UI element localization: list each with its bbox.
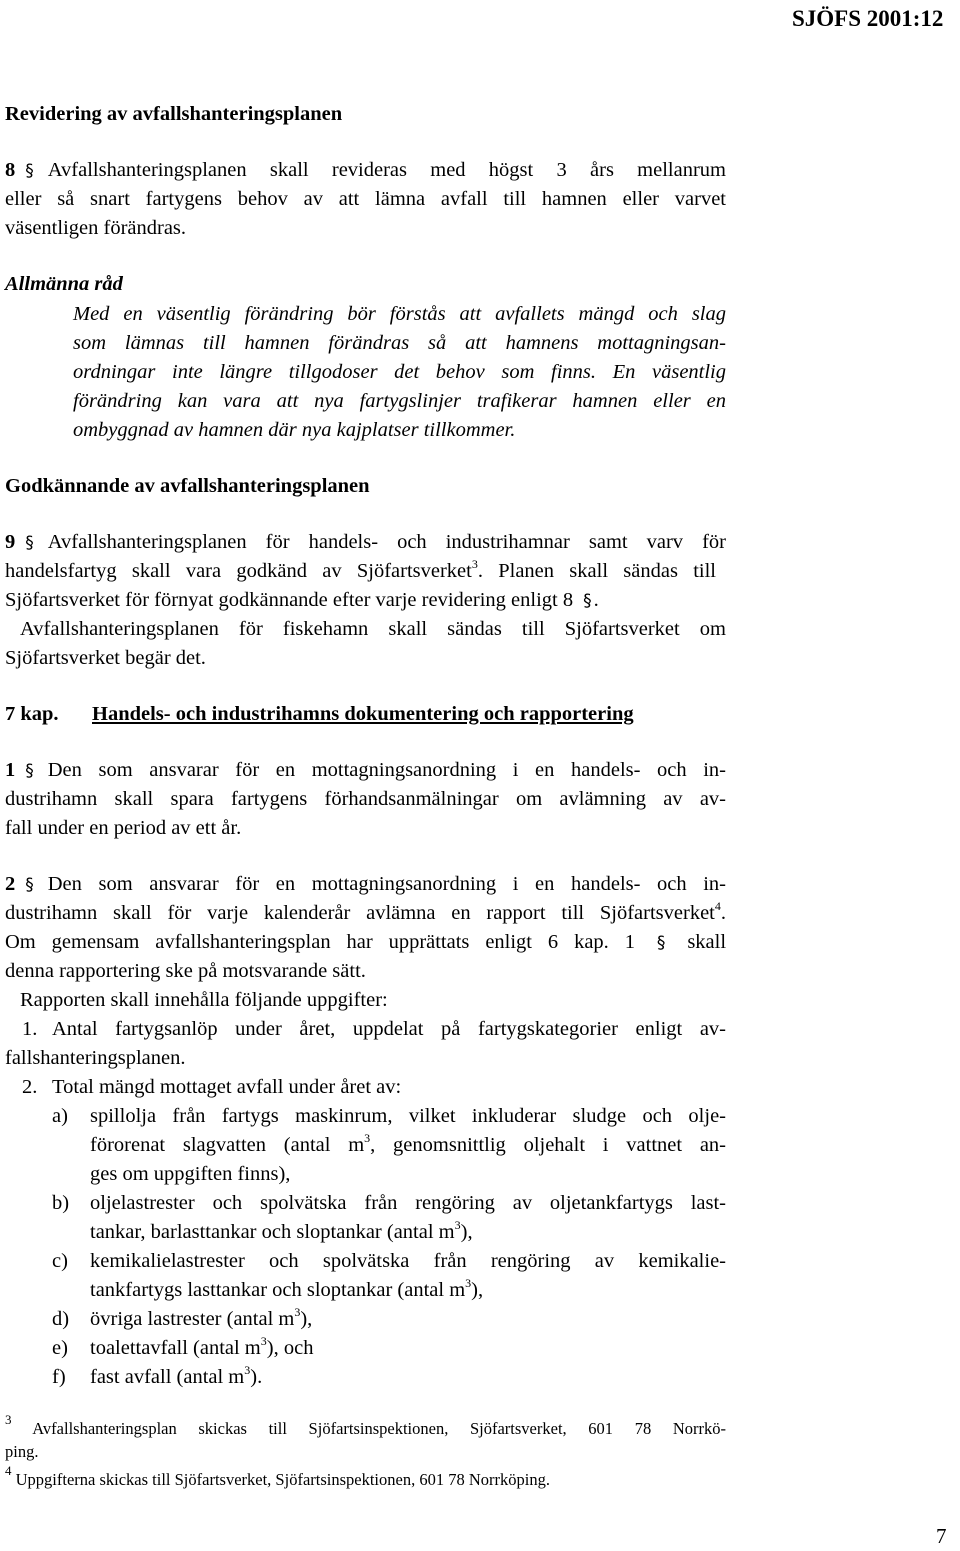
general-advice-line-2: som lämnas till hamnen förändras så att hamnens mottagningsan- [73,332,726,354]
footnote-4-line-1 [5,1463,550,1491]
paragraph-9-line-3 [5,586,599,616]
general-advice-line-1: Med en väsentlig förändring bör förstås att avfallets mängd och slag [73,303,726,325]
paragraph-text: skall [687,931,727,953]
sub-item-label: b) [52,1192,70,1214]
paragraph-8-line-3: väsentligen förändras. [5,217,187,239]
sub-item-a-line-2 [90,1131,726,1160]
section-sign: § [25,161,34,181]
footnote-3-line-2: ping. [5,1442,39,1461]
sub-item-text: tankfartygs lasttankar och sloptankar (antal m [90,1279,466,1301]
general-advice-line-3 [73,358,726,387]
paragraph-text: . [593,589,599,611]
paragraph-1-line-3: fall under en period av ett år. [5,817,242,839]
sub-item-b-line-1: oljelastrester och spolvätska från rengöring av oljetankfartygs last- [90,1192,726,1214]
paragraph-text: Den som ansvarar för en mottagningsanordning i en handels- och in- [47,873,726,895]
paragraph-2-line-1 [5,870,726,900]
sub-item-d-line-1 [90,1305,312,1334]
sub-item-label: f) [52,1366,66,1388]
section-heading-approval: Godkännande av avfallshanteringsplanen [5,475,370,497]
sub-item-c-line-2 [90,1276,483,1305]
sub-item-text: ), [460,1221,473,1243]
document-id: SJÖFS 2001:12 [792,6,944,31]
paragraph-number: 2 [5,873,16,895]
section-sign: § [656,933,666,953]
section-sign: § [25,761,34,781]
sub-item-text: övriga lastrester (antal m [90,1308,295,1330]
paragraph-number: 9 [5,531,16,553]
list-item-2-line-1: Total mängd mottaget avfall under året av: [52,1076,402,1098]
superscript: 3 [364,1131,371,1145]
sub-item-text: ), [471,1279,484,1301]
sub-item-label: c) [52,1250,68,1272]
superscript: 3 [465,1276,472,1290]
paragraph-2-line-4: denna rapportering ske på motsvarande sätt. [5,960,366,982]
paragraph-text: Den som ansvarar för en mottagningsanordning i en handels- och in- [47,759,726,781]
sub-item-label: a) [52,1105,68,1127]
sub-item-label: e) [52,1337,68,1359]
section-sign: § [25,875,34,895]
sub-item-text: , genomsnittlig oljehalt i vattnet an- [370,1134,726,1156]
footnote-number: 4 [5,1463,12,1478]
paragraph-1-line-2: dustrihamn skall spara fartygens förhandsanmälningar om avlämning av av- [5,788,726,810]
general-advice-line-5: ombyggnad av hamnen där nya kajplatser tillkommer. [73,419,516,441]
paragraph-text: Sjöfartsverket för förnyat godkännande efter varje revidering enligt 8 [5,589,574,611]
paragraph-8-line-1 [5,156,726,186]
paragraph-1-line-1 [5,756,726,786]
list-item-1-line-1: Antal fartygsanlöp under året, uppdelat på fartygskategorier enligt av- [52,1018,726,1040]
paragraph-9-line-5: Sjöfartsverket begär det. [5,647,206,669]
sub-item-b-line-2 [90,1218,473,1247]
list-item-1-line-2: fallshanteringsplanen. [5,1047,186,1069]
paragraph-text: Avfallshanteringsplanen skall revideras med högst 3 års mellanrum [47,159,726,181]
paragraph-2-line-2 [5,899,726,928]
section-sign: § [25,533,34,553]
sub-item-a-line-3: ges om uppgiften finns), [90,1163,291,1185]
sub-item-f-line-1 [90,1363,262,1392]
sub-item-text: fast avfall (antal m [90,1366,245,1388]
paragraph-text: . [720,902,726,924]
superscript: 3 [454,1218,461,1232]
footnote-ref[interactable]: 4 [714,899,721,913]
section-sign: § [583,591,592,611]
footnote-ref[interactable]: 3 [471,557,478,571]
chapter-title: Handels- och industrihamns dokumentering och rapportering [92,703,634,725]
list-number: 1. [22,1018,38,1040]
paragraph-8-line-2: eller så snart fartygens behov av att lämna avfall till hamnen eller varvet [5,188,726,210]
sub-item-a-line-1: spillolja från fartygs maskinrum, vilket inkluderar sludge och olje- [90,1105,726,1127]
paragraph-number: 1 [5,759,16,781]
general-advice-text: ordningar inte längre tillgodoser det behov som finns. [73,361,596,383]
paragraph-9-line-4: Avfallshanteringsplanen för fiskehamn skall sändas till Sjöfartsverket om [20,618,726,640]
sub-item-text: toalettavfall (antal m [90,1337,261,1359]
paragraph-2-line-5: Rapporten skall innehålla följande uppgifter: [20,989,388,1011]
page-number: 7 [936,1524,947,1548]
sub-item-label: d) [52,1308,70,1330]
superscript: 3 [260,1334,267,1348]
sub-item-text: ), och [266,1337,314,1359]
paragraph-9-line-1 [5,528,726,558]
sub-item-text: förorenat slagvatten (antal m [90,1134,365,1156]
footnote-text: Avfallshanteringsplan skickas till Sjöfartsinspektionen, Sjöfartsverket, 601 78 Norrkö- [32,1419,726,1438]
general-advice-line-4: förändring kan vara att nya fartygslinjer trafikerar hamnen eller en [73,390,726,412]
paragraph-text: dustrihamn skall för varje kalenderår avlämna en rapport till Sjöfartsverket [5,902,715,924]
paragraph-text: Avfallshanteringsplanen för handels- och industrihamnar samt varv för [47,531,726,553]
general-advice-text: En väsentlig [612,361,726,383]
list-number: 2. [22,1076,38,1098]
superscript: 3 [244,1363,251,1377]
chapter-number: 7 kap. [5,703,59,725]
paragraph-9-line-2 [5,557,716,586]
paragraph-text: . Planen skall sändas till [477,560,716,582]
superscript: 3 [294,1305,301,1319]
sub-item-e-line-1 [90,1334,313,1363]
sub-item-text: ). [250,1366,263,1388]
footnote-text: Uppgifterna skickas till Sjöfartsverket, Sjöfartsinspektionen, 601 78 Norrköping. [15,1470,550,1489]
paragraph-text: handelsfartyg skall vara godkänd av Sjöfartsverket [5,560,472,582]
sub-item-text: tankar, barlasttankar och sloptankar (antal m [90,1221,455,1243]
paragraph-2-line-3 [5,928,726,958]
section-heading-revision: Revidering av avfallshanteringsplanen [5,103,343,125]
footnote-number: 3 [5,1412,12,1427]
sub-item-text: ), [300,1308,313,1330]
paragraph-text: Om gemensam avfallshanteringsplan har upprättats enligt 6 kap. 1 [5,931,635,953]
paragraph-number: 8 [5,159,16,181]
footnote-3-line-1 [5,1412,726,1440]
general-advice-label: Allmänna råd [5,273,123,295]
sub-item-c-line-1: kemikalielastrester och spolvätska från rengöring av kemikalie- [90,1250,726,1272]
